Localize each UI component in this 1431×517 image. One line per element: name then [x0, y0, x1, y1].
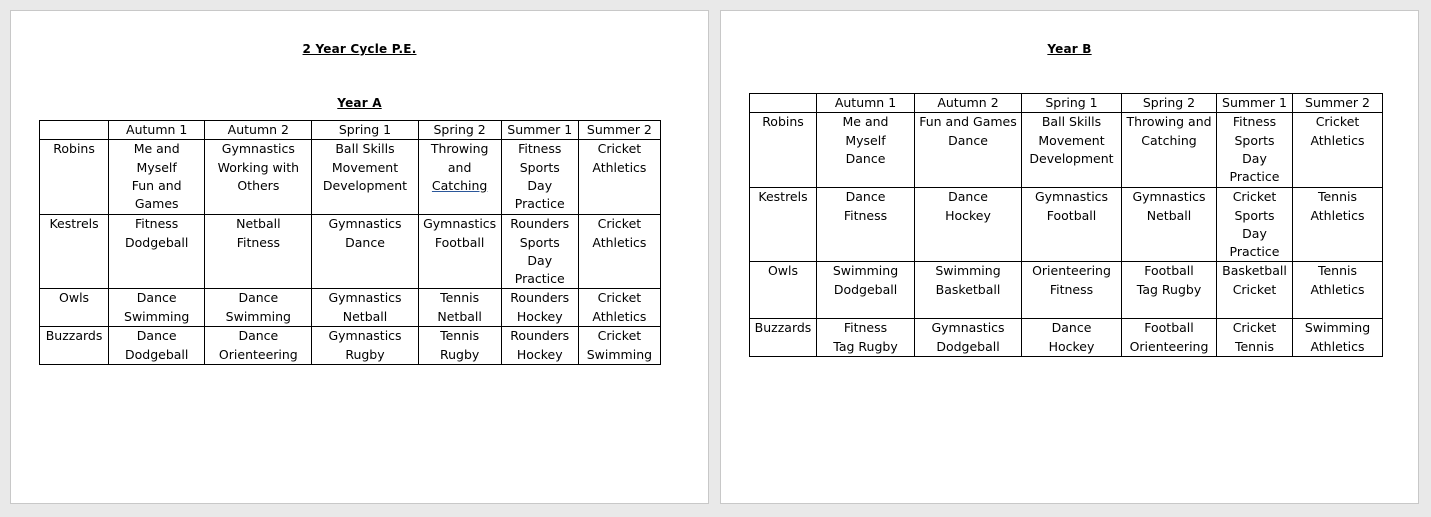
- activity-line: Myself: [845, 132, 886, 148]
- activity-line: Rugby: [345, 346, 385, 362]
- activity-cell: [501, 327, 578, 365]
- table-row: [750, 262, 1383, 319]
- activity-cell: [501, 215, 578, 289]
- activity-cell: [915, 188, 1022, 262]
- activity-line: Sports: [519, 159, 560, 175]
- year-b-heading: Year B: [1047, 42, 1092, 56]
- group-name-cell: Kestrels: [750, 188, 817, 262]
- activity-line: Others: [237, 177, 280, 193]
- activity-line: and: [447, 159, 472, 175]
- term-header-cell: Summer 2: [578, 121, 660, 140]
- activity-line: Dance: [136, 290, 177, 306]
- activity-line: Gymnastics: [328, 290, 402, 306]
- activity-line: Throwing and: [1126, 114, 1212, 130]
- activity-cell: [312, 289, 418, 327]
- activity-line: Tag Rugby: [833, 338, 898, 354]
- activity-cell: [418, 215, 501, 289]
- activity-cell: [205, 140, 312, 215]
- activity-line: Day: [527, 252, 553, 268]
- activity-line: Swimming: [935, 263, 1001, 279]
- activity-line: Gymnastics: [328, 216, 402, 232]
- activity-cell: [205, 327, 312, 365]
- activity-line: Throwing: [430, 141, 489, 157]
- table-row: [750, 188, 1383, 262]
- activity-line: Dodgeball: [124, 346, 189, 362]
- activity-line: Athletics: [1310, 207, 1365, 223]
- activity-line: Cricket: [1232, 189, 1277, 205]
- activity-line: Tennis: [1317, 263, 1358, 279]
- activity-cell: [817, 113, 915, 188]
- corner-cell: [40, 121, 109, 140]
- activity-line: Movement: [331, 159, 399, 175]
- activity-line: Gymnastics: [931, 320, 1005, 336]
- activity-line: Ball Skills: [335, 141, 395, 157]
- activity-line: Swimming: [1304, 320, 1371, 336]
- activity-line: Athletics: [592, 159, 647, 175]
- activity-line: Orienteering: [1129, 338, 1209, 354]
- activity-line: Orienteering: [1032, 263, 1111, 279]
- year-a-heading: Year A: [337, 96, 382, 110]
- table-row: [40, 215, 661, 289]
- group-name-cell: Buzzards: [750, 319, 817, 357]
- group-name-cell: Buzzards: [40, 327, 109, 365]
- activity-line: Myself: [136, 159, 177, 175]
- activity-cell: [1122, 113, 1217, 188]
- activity-line: Athletics: [1310, 281, 1365, 297]
- activity-cell: [915, 319, 1022, 357]
- activity-line: Practice: [514, 271, 565, 287]
- table-row: [750, 319, 1383, 357]
- activity-cell: [418, 289, 501, 327]
- activity-line: Tennis: [1317, 189, 1358, 205]
- activity-cell: [418, 140, 501, 215]
- activity-line: Day: [1242, 150, 1267, 166]
- activity-line: Cricket: [597, 141, 642, 157]
- activity-line: Netball: [236, 216, 281, 232]
- activity-line: Tennis: [1234, 338, 1275, 354]
- activity-line: Day: [527, 177, 553, 193]
- activity-line: Cricket: [597, 216, 642, 232]
- activity-cell: [578, 327, 660, 365]
- activity-line: Basketball: [935, 281, 1001, 297]
- activity-line: Fitness: [843, 207, 888, 223]
- activity-line: Development: [1029, 150, 1114, 166]
- activity-cell: [109, 289, 205, 327]
- term-header-cell: Spring 2: [418, 121, 501, 140]
- activity-line: Practice: [1229, 244, 1280, 260]
- group-name-cell: Owls: [750, 262, 817, 319]
- activity-line: Rounders: [510, 290, 570, 306]
- activity-line: Gymnastics: [1132, 189, 1206, 205]
- activity-line: Gymnastics: [423, 216, 497, 232]
- activity-line: Football: [1144, 320, 1194, 336]
- term-header-cell: Autumn 1: [109, 121, 205, 140]
- activity-cell: [1122, 319, 1217, 357]
- activity-cell: [205, 289, 312, 327]
- term-header-cell: Summer 1: [501, 121, 578, 140]
- year-a-schedule-table: [39, 120, 661, 365]
- activity-cell: [1293, 113, 1383, 188]
- activity-line: Games: [134, 196, 179, 212]
- activity-cell: [1022, 188, 1122, 262]
- activity-line: Athletics: [592, 234, 647, 250]
- activity-line: Fitness: [518, 141, 562, 157]
- activity-cell: [1122, 262, 1217, 319]
- term-header-cell: Summer 2: [1293, 94, 1383, 113]
- header-row: [750, 94, 1383, 113]
- table-row: [40, 327, 661, 365]
- activity-cell: [1217, 188, 1293, 262]
- activity-line: Dodgeball: [124, 234, 189, 250]
- activity-cell: [418, 327, 501, 365]
- term-header-cell: Autumn 2: [915, 94, 1022, 113]
- activity-line: Hockey: [945, 207, 991, 223]
- activity-line: Tennis: [440, 290, 480, 306]
- activity-cell: [817, 188, 915, 262]
- activity-cell: [1022, 262, 1122, 319]
- activity-line: Practice: [1229, 169, 1280, 185]
- activity-cell: [1293, 319, 1383, 357]
- activity-line: Athletics: [1310, 132, 1365, 148]
- activity-line: Netball: [342, 308, 388, 324]
- activity-cell: [1217, 262, 1293, 319]
- activity-cell: [578, 289, 660, 327]
- activity-line: Ball Skills: [1041, 114, 1102, 130]
- activity-line: Gymnastics: [1034, 189, 1109, 205]
- activity-line: Netball: [437, 308, 482, 324]
- activity-cell: [1217, 113, 1293, 188]
- activity-line: Dance: [845, 150, 886, 166]
- activity-line: Sports: [1234, 207, 1275, 223]
- activity-line: Athletics: [592, 308, 647, 324]
- activity-line: Swimming: [225, 308, 291, 324]
- activity-line: Football: [1144, 263, 1194, 279]
- activity-cell: [1122, 188, 1217, 262]
- activity-line: Rounders: [510, 328, 570, 344]
- activity-line: Gymnastics: [328, 328, 402, 344]
- activity-line: Practice: [514, 196, 565, 212]
- activity-cell: [1217, 319, 1293, 357]
- activity-line: Dance: [948, 132, 988, 148]
- activity-cell: [109, 327, 205, 365]
- activity-line: Netball: [1146, 207, 1192, 223]
- activity-cell: [1022, 113, 1122, 188]
- activity-line: Hockey: [516, 346, 563, 362]
- activity-line: Cricket: [1232, 281, 1277, 297]
- activity-line: Cricket: [1315, 114, 1360, 130]
- activity-line: Catching: [431, 177, 488, 193]
- activity-line: Cricket: [597, 290, 642, 306]
- activity-line: Working with: [217, 159, 300, 175]
- activity-line: Swimming: [586, 346, 653, 362]
- activity-cell: [109, 140, 205, 215]
- group-name-cell: Robins: [750, 113, 817, 188]
- activity-line: Dodgeball: [936, 338, 1000, 354]
- activity-cell: [205, 215, 312, 289]
- term-header-cell: Spring 2: [1122, 94, 1217, 113]
- document-title: 2 Year Cycle P.E.: [302, 42, 417, 56]
- activity-line: Dance: [845, 189, 886, 205]
- activity-cell: [915, 113, 1022, 188]
- table-row: [40, 289, 661, 327]
- term-header-cell: Spring 1: [1022, 94, 1122, 113]
- activity-line: Athletics: [1310, 338, 1365, 354]
- year-b-schedule-table: [749, 93, 1383, 357]
- header-row: [40, 121, 661, 140]
- activity-line: Movement: [1038, 132, 1105, 148]
- activity-line: Basketball: [1222, 263, 1287, 279]
- activity-line: Fun and: [131, 177, 182, 193]
- activity-line: Football: [1046, 207, 1097, 223]
- activity-cell: [915, 262, 1022, 319]
- activity-line: Football: [434, 234, 485, 250]
- group-name-cell: Kestrels: [40, 215, 109, 289]
- activity-line: Swimming: [832, 263, 899, 279]
- activity-line: Fun and Games: [919, 114, 1017, 130]
- activity-line: Dance: [238, 328, 279, 344]
- activity-line: Rounders: [510, 216, 570, 232]
- activity-line: Dance: [136, 328, 177, 344]
- activity-line: Cricket: [597, 328, 642, 344]
- term-header-cell: Summer 1: [1217, 94, 1293, 113]
- term-header-cell: Autumn 2: [205, 121, 312, 140]
- activity-line: Dance: [948, 189, 988, 205]
- activity-cell: [312, 327, 418, 365]
- document-page-year-b: [720, 10, 1419, 504]
- activity-line: Dance: [345, 234, 385, 250]
- activity-line: Tag Rugby: [1136, 281, 1202, 297]
- activity-cell: [312, 140, 418, 215]
- activity-line: Tennis: [440, 328, 480, 344]
- table-row: [40, 140, 661, 215]
- activity-line: Dodgeball: [833, 281, 898, 297]
- activity-line: Fitness: [1049, 281, 1094, 297]
- activity-cell: [501, 289, 578, 327]
- activity-line: Development: [322, 177, 408, 193]
- activity-line: Catching: [1141, 132, 1197, 148]
- activity-cell: [1022, 319, 1122, 357]
- activity-cell: [312, 215, 418, 289]
- corner-cell: [750, 94, 817, 113]
- table-row: [750, 113, 1383, 188]
- activity-line: Fitness: [1232, 114, 1277, 130]
- activity-line: Fitness: [843, 320, 888, 336]
- group-name-cell: Robins: [40, 140, 109, 215]
- activity-line: Swimming: [124, 308, 190, 324]
- activity-cell: [817, 319, 915, 357]
- activity-cell: [817, 262, 915, 319]
- activity-line: Me and: [133, 141, 180, 157]
- activity-line: Me and: [842, 114, 889, 130]
- activity-cell: [1293, 262, 1383, 319]
- activity-line: Cricket: [1232, 320, 1277, 336]
- activity-line: Fitness: [135, 216, 179, 232]
- document-page-year-a: [10, 10, 709, 504]
- activity-cell: [109, 215, 205, 289]
- activity-line: Hockey: [516, 308, 563, 324]
- activity-line: Dance: [1051, 320, 1092, 336]
- activity-line: Orienteering: [218, 346, 298, 362]
- activity-line: Fitness: [236, 234, 280, 250]
- activity-line: Sports: [519, 234, 560, 250]
- activity-line: Hockey: [1048, 338, 1095, 354]
- activity-cell: [501, 140, 578, 215]
- activity-cell: [1293, 188, 1383, 262]
- activity-line: Sports: [1234, 132, 1275, 148]
- activity-cell: [578, 140, 660, 215]
- term-header-cell: Autumn 1: [817, 94, 915, 113]
- activity-line: Dance: [238, 290, 279, 306]
- activity-line: Rugby: [439, 346, 480, 362]
- activity-cell: [578, 215, 660, 289]
- activity-line: Gymnastics: [221, 141, 295, 157]
- activity-line: Day: [1242, 225, 1267, 241]
- term-header-cell: Spring 1: [312, 121, 418, 140]
- group-name-cell: Owls: [40, 289, 109, 327]
